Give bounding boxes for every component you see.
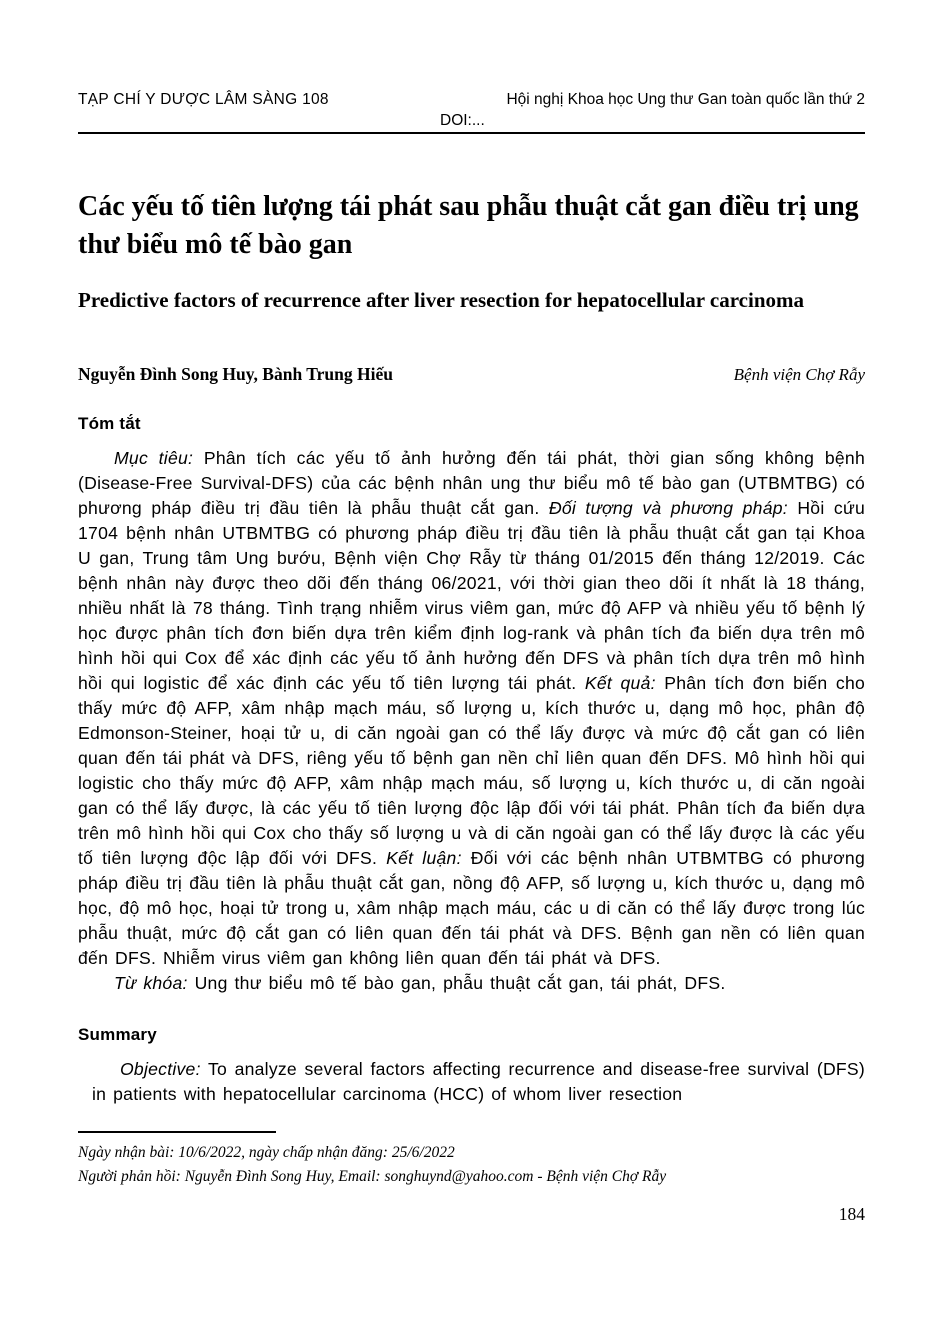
- footnote-separator: [78, 1131, 276, 1133]
- journal-name: TẠP CHÍ Y DƯỢC LÂM SÀNG 108: [78, 91, 329, 108]
- keywords-line: Từ khóa: Ung thư biểu mô tế bào gan, phẫu thuật cắt gan, tái phát, DFS.: [114, 973, 726, 993]
- page-header: [78, 0, 865, 134]
- received-accepted-dates: Ngày nhận bài: 10/6/2022, ngày chấp nhận đăng: 25/6/2022: [78, 1144, 455, 1161]
- header-right-block: [440, 89, 865, 131]
- summary-paragraph: Objective: To analyze several factors affecting recurrence and disease-free survival (DFS) in patients with hepatocellular carcinoma (HCC) of whom liver resection: [92, 1059, 865, 1104]
- authors-row: [78, 364, 865, 385]
- summary-heading: Summary: [78, 1025, 157, 1044]
- conference-title: Hội nghị Khoa học Ung thư Gan toàn quốc lần thứ 2: [506, 91, 865, 108]
- abstract-heading: Tóm tắt: [78, 414, 141, 433]
- footnote: [78, 1131, 865, 1189]
- corresponding-author-line: Người phản hồi: Nguyễn Đình Song Huy, Email: songhuynd@yahoo.com - Bệnh viện Chợ Rẫy: [78, 1168, 667, 1185]
- doi-line: DOI:...: [440, 112, 485, 129]
- affiliation: Bệnh viện Chợ Rẫy: [733, 365, 865, 384]
- abstract-paragraph: Mục tiêu: Phân tích các yếu tố ảnh hưởng đến tái phát, thời gian sống không bệnh (Disease-Free Survival-DFS) của các bệnh nhân ung thư biểu mô tế bào gan (UTBMTBG) có phương pháp điều trị đầu tiên là phẫu thuật cắt gan. Đối tượng và phương pháp: Hồi cứu 1704 bệnh nhân UTBMTBG có phương pháp điều trị đầu tiên là phẫu thuật cắt gan tại Khoa U gan, Trung tâm Ung bướu, Bệnh viện Chợ Rẫy từ tháng 01/2015 đến tháng 12/2019. Các bệnh nhân này được theo dõi đến tháng 06/2021, với thời gian theo dõi ít nhất là 18 tháng, nhiều nhất là 78 tháng. Tình trạng nhiễm virus viêm gan, mức độ AFP và nhiều yếu tố bệnh lý học được phân tích đơn biến dựa trên kiểm định log-rank và phân tích đa biến dựa trên mô hình hồi qui Cox để xác định các yếu tố ảnh hưởng đến DFS và phân tích dựa trên mô hình hồi qui logistic để xác định các yếu tố tiên lượng tái phát. Kết quả: Phân tích đơn biến cho thấy mức độ AFP, xâm nhập mạch máu, số lượng u, kích thước u, dạng mô học, phân độ Edmonson-Steiner, hoại tử u, di căn ngoài gan có thể lấy được và mức độ cắt gan có liên quan đến tái phát và DFS, riêng yếu tố bệnh gan nền chỉ liên quan đến DFS. Mô hình hồi qui logistic cho thấy mức độ AFP, xâm nhập mạch máu, số lượng u, kích thước u, di căn ngoài gan có thể lấy được, là các yếu tố tiên lượng độc lập đối với tái phát. Phân tích đa biến dựa trên mô hình hồi qui Cox cho thấy số lượng u và di căn ngoài gan có thể lấy được là các yếu tố tiên lượng độc lập đối với DFS. Kết luận: Đối với các bệnh nhân UTBMTBG có phương pháp điều trị đầu tiên là phẫu thuật cắt gan, nồng độ AFP, số lượng u, kích thước u, dạng mô học, độ mô học, hoại tử trong u, xâm nhập mạch máu, các u di căn có thể lấy được trong lúc phẫu thuật, mức độ cắt gan có liên quan đến tái phát và DFS. Bệnh gan nền có liên quan đến DFS. Nhiễm virus viêm gan không liên quan đến tái phát và DFS.: [78, 448, 866, 968]
- page-content: [78, 0, 865, 1107]
- article-title-english: Predictive factors of recurrence after liver resection for hepatocellular carcinoma: [78, 288, 805, 312]
- page-number: 184: [838, 1204, 865, 1224]
- article-title-vietnamese: Các yếu tố tiên lượng tái phát sau phẫu thuật cắt gan điều trị ung thư biểu mô tế bào gan: [78, 191, 859, 260]
- authors: Nguyễn Đình Song Huy, Bành Trung Hiếu: [78, 364, 393, 384]
